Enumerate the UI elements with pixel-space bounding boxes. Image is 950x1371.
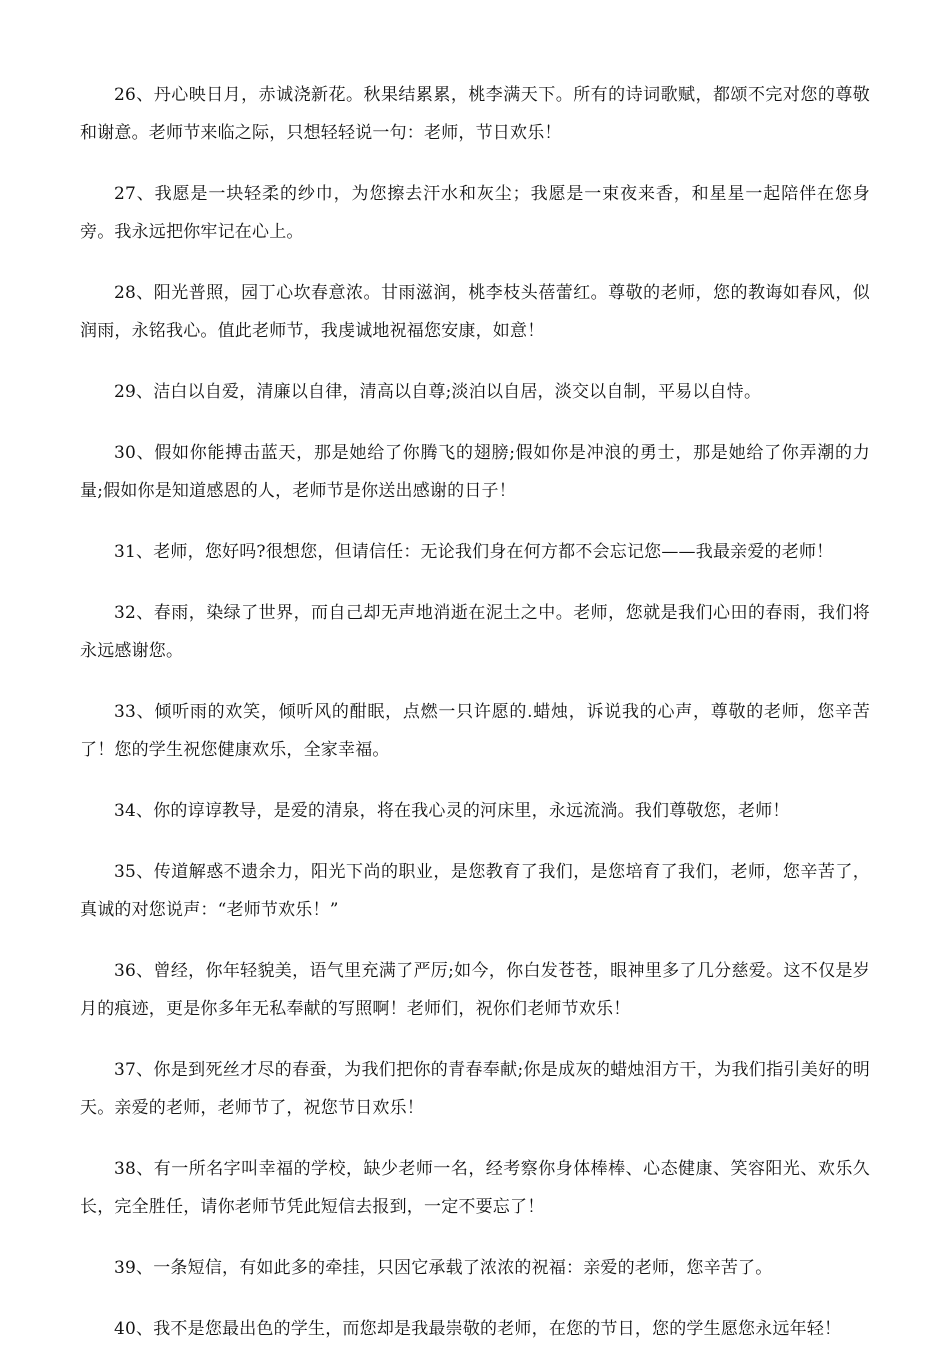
paragraph-39: 39、一条短信，有如此多的牵挂，只因它承载了浓浓的祝福：亲爱的老师，您辛苦了。 xyxy=(114,1258,773,1278)
paragraph-38: 38、有一所名字叫幸福的学校，缺少老师一名，经考察你身体棒棒、心态健康、笑容阳光、欢乐久长，完全胜任，请你老师节凭此短信去报到，一定不要忘了！ xyxy=(80,1159,870,1217)
paragraph-26: 26、丹心映日月，赤诚浇新花。秋果结累累，桃李满天下。所有的诗词歌赋，都颂不完对您的尊敬和谢意。老师节来临之际，只想轻轻说一句：老师，节日欢乐！ xyxy=(80,85,870,143)
paragraph-28: 28、阳光普照，园丁心坎春意浓。甘雨滋润，桃李枝头蓓蕾红。尊敬的老师，您的教诲如春风，似润雨，永铭我心。值此老师节，我虔诚地祝福您安康，如意！ xyxy=(80,283,870,341)
paragraph-31: 31、老师，您好吗?很想您，但请信任：无论我们身在何方都不会忘记您——我最亲爱的老师！ xyxy=(114,542,834,562)
paragraph-36: 36、曾经，你年轻貌美，语气里充满了严厉;如今，你白发苍苍，眼神里多了几分慈爱。这不仅是岁月的痕迹，更是你多年无私奉献的写照啊！老师们，祝你们老师节欢乐！ xyxy=(80,961,870,1019)
paragraph-30: 30、假如你能搏击蓝天，那是她给了你腾飞的翅膀;假如你是冲浪的勇士，那是她给了你弄潮的力量;假如你是知道感恩的人，老师节是你送出感谢的日子！ xyxy=(80,443,870,501)
paragraph-40: 40、我不是您最出色的学生，而您却是我最崇敬的老师，在您的节日，您的学生愿您永远年轻！ xyxy=(114,1319,842,1339)
paragraph-34: 34、你的谆谆教导，是爱的清泉，将在我心灵的河床里，永远流淌。我们尊敬您，老师！ xyxy=(114,801,790,821)
document-body xyxy=(80,76,870,1371)
paragraph-35: 35、传道解惑不遗余力，阳光下尚的职业，是您教育了我们，是您培育了我们，老师，您辛苦了，真诚的对您说声：“老师节欢乐！” xyxy=(80,862,870,920)
paragraph-33: 33、倾听雨的欢笑，倾听风的酣眠，点燃一只许愿的.蜡烛，诉说我的心声，尊敬的老师，您辛苦了！您的学生祝您健康欢乐，全家幸福。 xyxy=(80,702,870,760)
paragraph-29: 29、洁白以自爱，清廉以自律，清高以自尊;淡泊以自居，淡交以自制，平易以自恃。 xyxy=(114,382,762,402)
paragraph-37: 37、你是到死丝才尽的春蚕，为我们把你的青春奉献;你是成灰的蜡烛泪方干，为我们指引美好的明天。亲爱的老师，老师节了，祝您节日欢乐！ xyxy=(80,1060,870,1118)
paragraph-32: 32、春雨，染绿了世界，而自己却无声地消逝在泥土之中。老师，您就是我们心田的春雨，我们将永远感谢您。 xyxy=(80,603,870,661)
paragraph-27: 27、我愿是一块轻柔的纱巾，为您擦去汗水和灰尘；我愿是一束夜来香，和星星一起陪伴在您身旁。我永远把你牢记在心上。 xyxy=(80,184,870,242)
